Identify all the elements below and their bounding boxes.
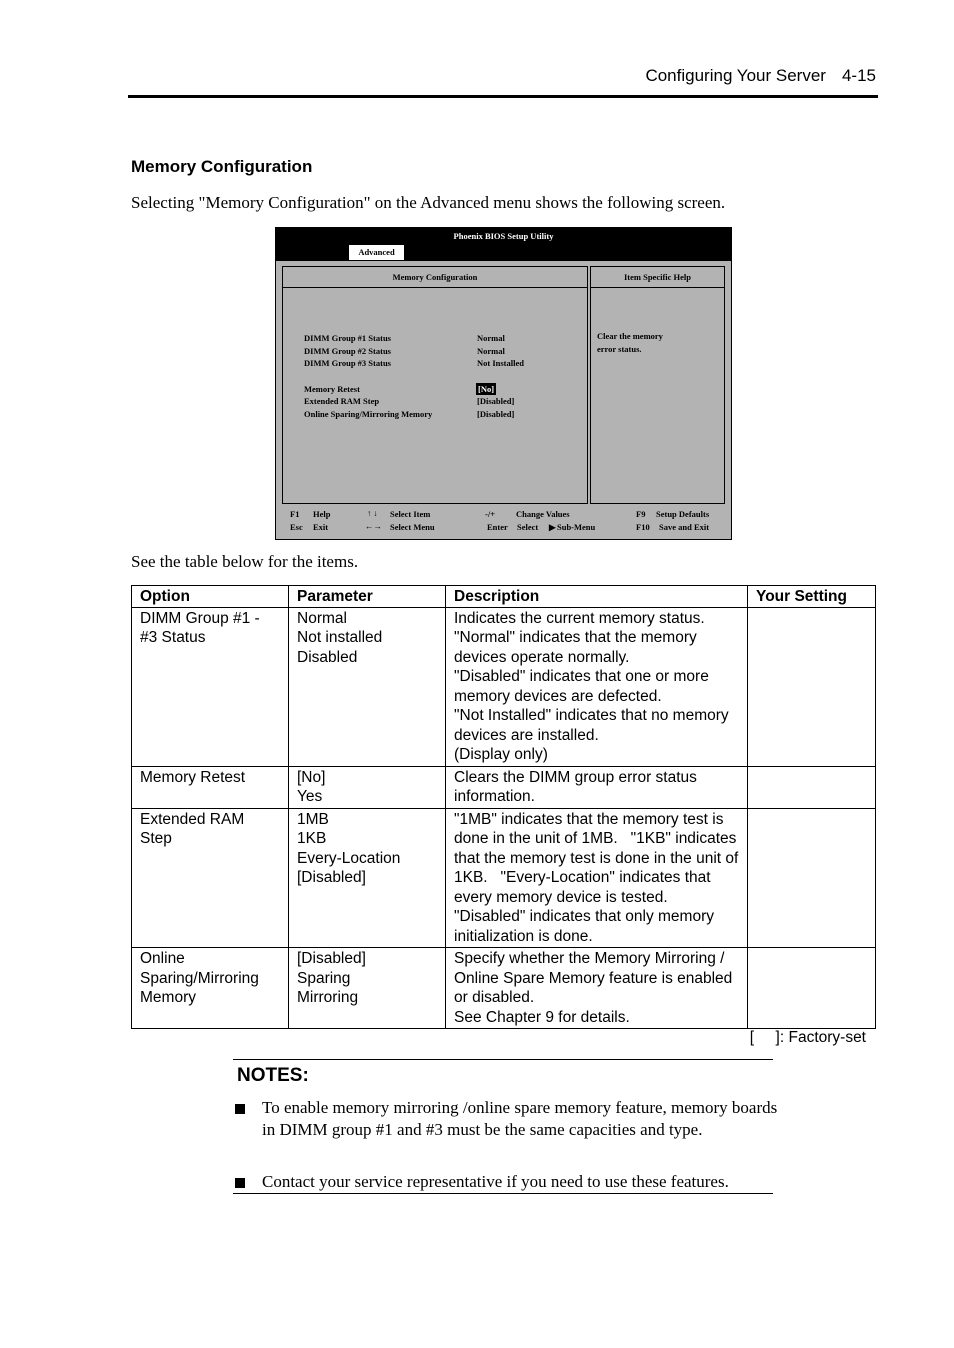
description-cell (446, 808, 748, 948)
column-header: Your Setting (748, 586, 876, 608)
bios-screenshot (275, 227, 732, 540)
bios-menu-bar (276, 245, 731, 261)
bios-help-text: Clear the memory (597, 331, 663, 341)
chapter-title: Configuring Your Server (645, 66, 826, 85)
bios-key-label: Save and Exit (659, 522, 710, 532)
bios-key-label: Select (517, 522, 539, 532)
bios-key-label: Sub-Menu (557, 522, 596, 532)
page-number: 4-15 (841, 66, 876, 85)
bios-key: Enter (487, 522, 508, 532)
description-text: "1MB" indicates that the memory test is done in the unit of 1MB. "1KB" indicates that the memory test is done in the unit of 1KB. "Every-Location" indicates that every memory device is tested. "Disabled" indicates that only memory initialization is done. (454, 810, 743, 945)
parameter-value: [Disabled] (297, 950, 366, 967)
bios-panel-title: Memory Configuration (283, 267, 587, 288)
bios-item-label: Extended RAM Step (304, 396, 380, 406)
note-item: To enable memory mirroring /online spare memory feature, memory boards in DIMM group #1 and #3 must be the same capacities and type. (262, 1098, 778, 1139)
notes-bottom-rule (233, 1193, 773, 1194)
bios-key-label: Help (313, 509, 331, 519)
parameter-value: Normal (297, 609, 347, 627)
bios-item-label: DIMM Group #3 Status (304, 358, 391, 368)
bios-help-text: error status. (597, 344, 642, 354)
bios-title-bar: Phoenix BIOS Setup Utility (276, 228, 731, 247)
triangle-right-icon: ▶ (549, 522, 556, 532)
bios-item-label: Memory Retest (304, 384, 360, 394)
bios-item-value: Normal (477, 333, 505, 343)
description-text: (Display only) (454, 746, 548, 763)
table-header-row (132, 586, 876, 608)
bios-item-value: Not Installed (477, 358, 524, 368)
description-text: "Normal" indicates that the memory devices operate normally. (454, 629, 697, 666)
column-header: Description (446, 586, 748, 608)
parameter-value: Sparing (297, 969, 351, 987)
description-text: "Not Installed" indicates that no memory devices are installed. (454, 707, 729, 744)
description-text: Clears the DIMM group error status information. (454, 768, 697, 805)
bios-help-panel (590, 266, 725, 504)
square-bullet-icon (235, 1178, 245, 1188)
arrow-up-down-icon: ↑ ↓ (367, 508, 378, 518)
bios-item-value-selected (477, 384, 495, 394)
parameter-value: Disabled (297, 648, 358, 666)
your-setting-cell (748, 808, 876, 948)
bios-key: F1 (290, 509, 300, 519)
bios-help-title: Item Specific Help (591, 267, 724, 288)
parameter-value: Not installed (297, 629, 383, 646)
description-cell (446, 948, 748, 1029)
note-item: Contact your service representative if you need to use these features. (262, 1172, 729, 1191)
parameter-value: Every-Location (297, 849, 401, 867)
bios-key: F10 (636, 522, 650, 532)
description-text: Indicates the current memory status. (454, 609, 705, 627)
description-cell (446, 766, 748, 808)
arrow-left-right-icon: ←→ (365, 521, 382, 531)
bios-key: F9 (636, 509, 646, 519)
parameter-value: [Disabled] (297, 869, 366, 886)
square-bullet-icon (235, 1104, 245, 1114)
section-title: Memory Configuration (131, 157, 313, 176)
bios-tab-advanced: Advanced (349, 245, 404, 260)
bios-key-label: Select Item (390, 509, 431, 519)
your-setting-cell (748, 948, 876, 1029)
bios-item-label: DIMM Group #1 Status (304, 333, 391, 343)
column-header: Option (132, 586, 289, 608)
header-rule (128, 95, 878, 98)
option-cell: DIMM Group #1 - #3 Status (132, 607, 289, 766)
table-row (132, 607, 876, 766)
bios-key: Esc (290, 522, 303, 532)
bios-item-label: Online Sparing/Mirroring Memory (304, 409, 433, 419)
bios-selected-value: [No] (478, 384, 495, 394)
intro-paragraph: Selecting "Memory Configuration" on the Advanced menu shows the following screen. (131, 193, 726, 212)
notes-top-rule (233, 1059, 773, 1060)
description-cell (446, 607, 748, 766)
bios-key-label: Exit (313, 522, 329, 532)
description-text: "Disabled" indicates that one or more memory devices are defected. (454, 668, 709, 705)
table-intro: See the table below for the items. (131, 552, 359, 571)
parameter-cell (289, 808, 446, 948)
description-text: See Chapter 9 for details. (454, 1008, 630, 1026)
factory-set-note: [ ]: Factory-set (749, 1029, 866, 1046)
option-cell: Extended RAM Step (132, 808, 289, 948)
bios-key-label: Select Menu (390, 522, 435, 532)
your-setting-cell (748, 607, 876, 766)
bios-key-label: Change Values (516, 509, 570, 519)
description-text: Specify whether the Memory Mirroring / Online Spare Memory feature is enabled or disabled. (454, 950, 733, 1006)
parameter-value: 1KB (297, 830, 327, 847)
running-header (645, 66, 876, 86)
parameter-value: Mirroring (297, 989, 359, 1006)
parameter-value: 1MB (297, 810, 329, 828)
options-table (131, 585, 876, 1029)
table-row (132, 948, 876, 1029)
parameter-value: [No] (297, 768, 326, 786)
parameter-value: Yes (297, 788, 323, 805)
notes-title: NOTES: (237, 1065, 309, 1086)
bios-main-panel (282, 266, 588, 504)
bios-footer (276, 504, 731, 539)
parameter-cell (289, 948, 446, 1029)
table-row (132, 808, 876, 948)
bios-key: -/+ (485, 509, 496, 519)
bios-key-label: Setup Defaults (656, 509, 710, 519)
table-row (132, 766, 876, 808)
bios-item-value: [Disabled] (477, 396, 515, 406)
bios-item-value: Normal (477, 346, 505, 356)
bios-item-label: DIMM Group #2 Status (304, 346, 391, 356)
parameter-cell (289, 766, 446, 808)
your-setting-cell (748, 766, 876, 808)
parameter-cell (289, 607, 446, 766)
option-cell: Memory Retest (132, 766, 289, 808)
option-cell: Online Sparing/Mirroring Memory (132, 948, 289, 1029)
bios-item-value: [Disabled] (477, 409, 515, 419)
column-header: Parameter (289, 586, 446, 608)
